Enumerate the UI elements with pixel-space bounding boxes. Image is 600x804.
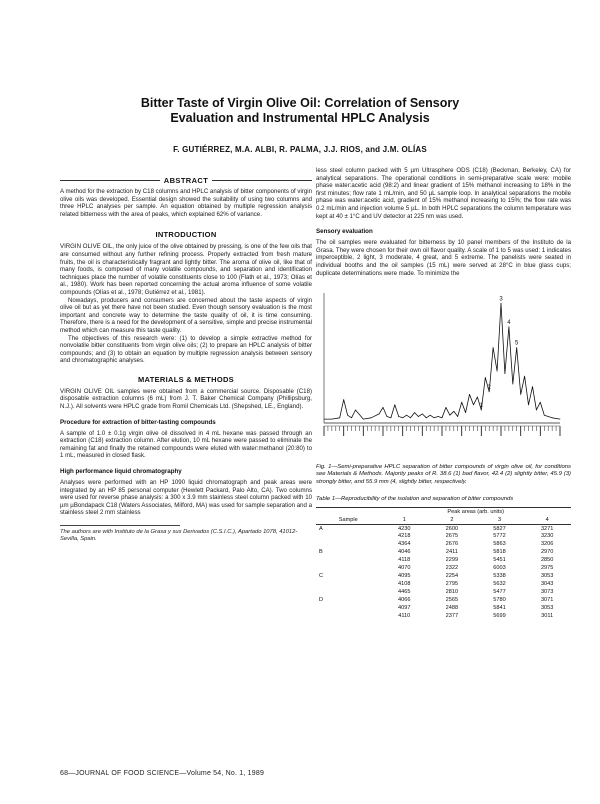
table-cell: 5841 [493, 605, 506, 612]
sensory-heading: Sensory evaluation [316, 228, 373, 236]
table-col-header: Sample [316, 516, 380, 524]
chart-data-point [418, 416, 419, 417]
table-cell: 4465 [398, 589, 411, 596]
table-cell: 5632 [493, 581, 506, 588]
table-col-header: 3 [476, 516, 524, 524]
chart-data-point [379, 414, 380, 415]
intro-paragraph-3: The objectives of this research were: (1) to develop a simple extractive method for nonvolatile bitter constituents from virgin olive oils; (2) to prepare an HPLC analysis of bitter compounds; and (3) to obtain an equation by multiple regression analysis between sensory and chromatographic analyses. [60, 334, 312, 365]
table-corner [316, 507, 380, 515]
chart-data-point [371, 418, 372, 419]
chart-trace-group [324, 303, 561, 419]
chart-data-point [453, 411, 454, 412]
page-footer: 68—JOURNAL OF FOOD SCIENCE—Volume 54, No. 1, 1989 [60, 770, 265, 777]
chart-peak-label: 2 [487, 384, 491, 391]
table-row [316, 613, 571, 621]
table-row [316, 581, 571, 589]
table-cell: 5699 [493, 613, 506, 620]
chart-data-point [414, 412, 415, 413]
table-cell: 5772 [493, 533, 506, 540]
abstract-heading-label: ABSTRACT [163, 176, 209, 185]
chart-peak-label: 4 [507, 319, 511, 326]
chart-data-point [422, 414, 423, 415]
table-cell: 4070 [398, 565, 411, 572]
table-sample-cell [316, 557, 380, 565]
chart-data-point [391, 418, 392, 419]
table-cell: 5477 [493, 589, 506, 596]
table-sample-cell: D [319, 597, 324, 604]
chart-data-point [493, 347, 494, 348]
extraction-heading: Procedure for extraction of bitter-tasting compounds [60, 418, 216, 426]
left-column [60, 176, 312, 543]
chart-data-point [324, 419, 325, 420]
materials-heading: MATERIALS & METHODS [138, 374, 234, 384]
table-cell: 4230 [398, 525, 411, 532]
chart-data-point [540, 402, 541, 403]
hplc-continued-paragraph: less steel column packed with 5 µm Ultrasphere ODS (C18) (Beckman, Berkeley, CA) for analytical separations. The operational conditions in semi-preparative scale were: mobile phase water:acetic acid (98:2) and linear gradient of 15% methanol increasing to 18% in the first minutes; flow rate 1 mL/min, and 50 µL sample loop. In analytical separations the mobile phase was water:acetic acid, gradient of 15% methanol increasing to 15%; the flow rate was 0.2 mL/min and injection volume 5 µL. In both HPLC separations the column temperature was kept at 40 ± 1°C and UV detector at 225 nm was used. [316, 167, 571, 220]
chart-data-point [524, 376, 525, 377]
table-row [316, 565, 571, 573]
intro-paragraph-2: Nowadays, producers and consumers are concerned about the taste aspects of virgin olive oil but as yet there have not been studied. Even though sensory evaluation is the most important and concrete way to determine the taste quality of oil, it is time consuming. Therefore, there is a need for the development of a sensitive, simple and precise instrumental method which can measure this taste quality. [60, 296, 313, 334]
table-cell: 2322 [445, 565, 459, 572]
table-row [316, 541, 571, 549]
table-cell: 4095 [398, 573, 411, 580]
chart-data-point [450, 415, 451, 416]
table-cell: 4118 [398, 557, 411, 564]
chromatogram-chart [316, 285, 566, 460]
chart-data-point [398, 416, 399, 417]
table-cell: 4066 [398, 597, 411, 604]
table-cell: 4108 [398, 581, 411, 588]
chart-peak-label: 3 [499, 296, 503, 303]
table-sample-cell: C [319, 573, 324, 580]
right-column [316, 167, 571, 621]
table-cell: 3011 [541, 613, 554, 620]
chart-data-point [430, 415, 431, 416]
table-col-header: 1 [380, 516, 428, 524]
table-cell: 4097 [398, 605, 411, 612]
table-cell: 3043 [540, 581, 554, 588]
chart-data-point [457, 416, 458, 417]
table-row [316, 605, 571, 613]
chart-peak-label: 5 [515, 340, 519, 347]
chart-data-point [339, 418, 340, 419]
table-cell: 4364 [398, 541, 411, 548]
table-cell: 5451 [493, 557, 506, 564]
chart-data-point [402, 418, 403, 419]
table-cell: 4218 [398, 533, 411, 540]
chart-data-point [387, 416, 388, 417]
table-cell: 6003 [493, 565, 506, 572]
chart-data-point [528, 405, 529, 406]
chart-trace-line [324, 304, 560, 420]
table-cell: 2970 [540, 549, 554, 556]
chart-data-point [560, 419, 561, 420]
chart-data-point [355, 410, 356, 411]
abstract-text: A method for the extraction by C18 columns and HPLC analysis of bitter components of virgin olive oils was developed. Essential design showed the suitability of using two columns and three HPLC analyses per sample. An equation obtained by multiple regression analysis related bitterness with the area of peaks, which explained 62% of variance. [60, 188, 312, 218]
table-cell: 5780 [493, 597, 506, 604]
table-cell: 3206 [540, 541, 554, 548]
table-cell: 4110 [398, 613, 411, 620]
table-cell: 5818 [493, 549, 506, 556]
table-row [316, 533, 571, 541]
chart-data-point [485, 377, 486, 378]
chart-data-point [489, 392, 490, 393]
table-cell: 5827 [493, 525, 506, 532]
sensory-paragraph: The oil samples were evaluated for bitterness by 10 panel members of the Instituto de la Grasa. They were chosen for their own oil flavor quality. A scale of 1 to 5 was used: 1 indicates imperceptible, 2 light, 3 moderate, 4 great, and 5 extreme. The panelists were seated in individual booths and the oil samples (15 mL) were served at 28°C in blue glass cups; duplicate determinations were made. To minimize the [316, 239, 571, 277]
table-cell: 2810 [445, 589, 459, 596]
chart-data-point [501, 303, 502, 304]
chart-data-point [332, 419, 333, 420]
extraction-paragraph: A sample of 1.0 ± 0.1g virgin olive oil dissolved in 4 mL hexane was passed through an extraction (C18) extraction column. After elution, 10 mL hexane were passed to eliminate the remaining fat and finally the retained compounds were eluted with water:methanol (20:80) to 1 mL, measured in closed flask. [60, 429, 312, 460]
table-super-header: Peak areas (arb. units) [380, 507, 571, 515]
reproducibility-table [316, 507, 571, 621]
chart-peak-label: 1 [479, 403, 484, 410]
table-row [316, 549, 571, 557]
table-sample-cell [316, 581, 380, 589]
title-line-2: Evaluation and Instrumental HPLC Analysis [170, 111, 430, 125]
table-title: Table 1—Reproducibility of the isolation and separation of bitter compounds [316, 495, 514, 502]
table-col-header: 4 [523, 516, 571, 524]
chart-data-point [536, 410, 537, 411]
table-cell: 2299 [445, 557, 459, 564]
table-sample-cell [316, 613, 380, 621]
chart-data-point [438, 416, 439, 417]
table-cell: 2411 [445, 549, 458, 556]
table-cell: 2850 [540, 557, 554, 564]
table-sample-cell: A [319, 525, 323, 532]
chart-data-point [465, 412, 466, 413]
table-cell: 3271 [540, 525, 554, 532]
abstract-rule-left [60, 180, 160, 181]
chart-data-point [434, 418, 435, 419]
table-col-header: 2 [428, 516, 476, 524]
intro-paragraph-1: VIRGIN OLIVE OIL, the only juice of the olive obtained by pressing, is one of the few oils that are consumed without any further refining process. Properly extracted from fresh mature fruits, the oil is characteristically fragrant and lightly bitter. The aroma of olive oil, like that of many foods, is composed of many volatile compounds, and separation and identification techniques place the number of volatile constituents close to 100 (Flath et al., 1973; Olías et al., 1980). Work has been reported concerning the actual aroma influence of some volatile compounds (Olías et al., 1978; Gutiérrez et al., 1981). [60, 243, 312, 296]
abstract-heading [60, 176, 312, 185]
table-cell: 3230 [540, 533, 554, 540]
chart-data-point [442, 418, 443, 419]
table-cell: 2600 [445, 525, 459, 532]
table-cell: 3073 [540, 589, 554, 596]
table-cell: 2565 [445, 597, 459, 604]
materials-paragraph: VIRGIN OLIVE OIL samples were obtained from a commercial source. Disposable (C18) disposable extraction columns (6 mL) from J. T. Baker Chemical Company (Phillipsburg, N.J.). All solvents were HPLC grade from Romil Chemicals Ltd. (Shepshed, LE., England). [60, 387, 312, 411]
table-header-row [316, 516, 571, 524]
chart-data-point [509, 327, 510, 328]
hplc-heading: High performance liquid chromatography [60, 468, 182, 476]
table-row [316, 597, 571, 605]
chart-data-point [343, 399, 344, 400]
chart-data-point [410, 418, 411, 419]
table-cell: 4046 [398, 549, 411, 556]
chart-data-point [383, 407, 384, 408]
chart-data-point [552, 418, 553, 419]
table-sample-cell [316, 605, 380, 613]
title-line-1: Bitter Taste of Virgin Olive Oil: Correlation of Sensory [140, 96, 460, 110]
footnote-rule [60, 525, 180, 526]
chart-data-point [512, 384, 513, 385]
table-sample-cell [316, 533, 380, 541]
table-cell: 3071 [540, 597, 554, 604]
chart-data-point [446, 407, 447, 408]
chart-data-point [520, 394, 521, 395]
author-footnote: The authors are with Instituto de la Grasa y sus Derivados (C.S.I.C.), Apartado 1078, 41012-Sevilla, Spain. [60, 529, 298, 542]
table-cell: 2254 [445, 573, 459, 580]
table-row [316, 524, 571, 532]
table-cell: 2675 [445, 533, 459, 540]
authors: F. GUTIÉRREZ, M.A. ALBI, R. PALMA, J.J. RIOS, and J.M. OLÍAS [173, 145, 427, 154]
chart-data-point [406, 415, 407, 416]
abstract-rule-right [212, 180, 312, 181]
hplc-paragraph: Analyses were performed with an HP 1090 liquid chromatograph and peak areas were integrated by an HP 85 personal computer (Hewlett Packard, Palo Alto, CA). Two columns were used for reverse phase analysis: a 300 x 3.9 mm stainless steel column packed with 10 µm µBondapack C18 (Waters Associates, Milford, MA) was used for sample separation and a stainless steel 2 mm stainless [60, 479, 312, 517]
table-cell: 5338 [493, 573, 506, 580]
chart-data-point [469, 394, 470, 395]
chart-data-point [481, 410, 482, 411]
table-body [316, 524, 571, 620]
chart-data-point [363, 419, 364, 420]
table-row [316, 573, 571, 581]
table-cell: 3053 [540, 605, 554, 612]
table-row [316, 557, 571, 565]
table-cell: 2676 [445, 541, 459, 548]
figure-caption: Fig. 1—Semi-preparative HPLC separation of bitter compounds of virgin olive oil, for conditions see Materials & Methods. Majority peaks of R. 38.6 (1) bad flavor, 42.4 (2) slightly bitter, 45.9 (3) strongly bitter, and 55.9 mm (4, slightly bitter, respectively. [316, 464, 571, 485]
chart-data-point [497, 371, 498, 372]
table-sample-cell [316, 589, 380, 597]
table-sample-cell: B [319, 549, 323, 556]
chart-axes [324, 293, 560, 423]
chart-data-point [532, 386, 533, 387]
chart-data-point [394, 405, 395, 406]
chart-time-ticks [324, 426, 560, 436]
chart-data-point [473, 405, 474, 406]
chart-peak-labels [480, 297, 519, 410]
chart-data-point [544, 415, 545, 416]
table-sample-cell [316, 541, 380, 549]
table-row [316, 589, 571, 597]
chart-data-point [426, 418, 427, 419]
table-cell: 3053 [540, 573, 554, 580]
table-cell: 2488 [445, 605, 459, 612]
chart-data-point [347, 415, 348, 416]
chart-data-point [477, 397, 478, 398]
table-cell: 5863 [493, 541, 506, 548]
chart-data-point [505, 373, 506, 374]
table-sample-cell [316, 565, 380, 573]
chromatogram-figure [316, 285, 566, 460]
chart-data-point [461, 402, 462, 403]
chart-data-point [516, 347, 517, 348]
table-cell: 2377 [445, 613, 459, 620]
table-cell: 2975 [540, 565, 554, 572]
chart-data-point [351, 418, 352, 419]
paper-title [60, 96, 540, 126]
table-cell: 2795 [445, 581, 459, 588]
introduction-heading: INTRODUCTION [155, 230, 217, 240]
